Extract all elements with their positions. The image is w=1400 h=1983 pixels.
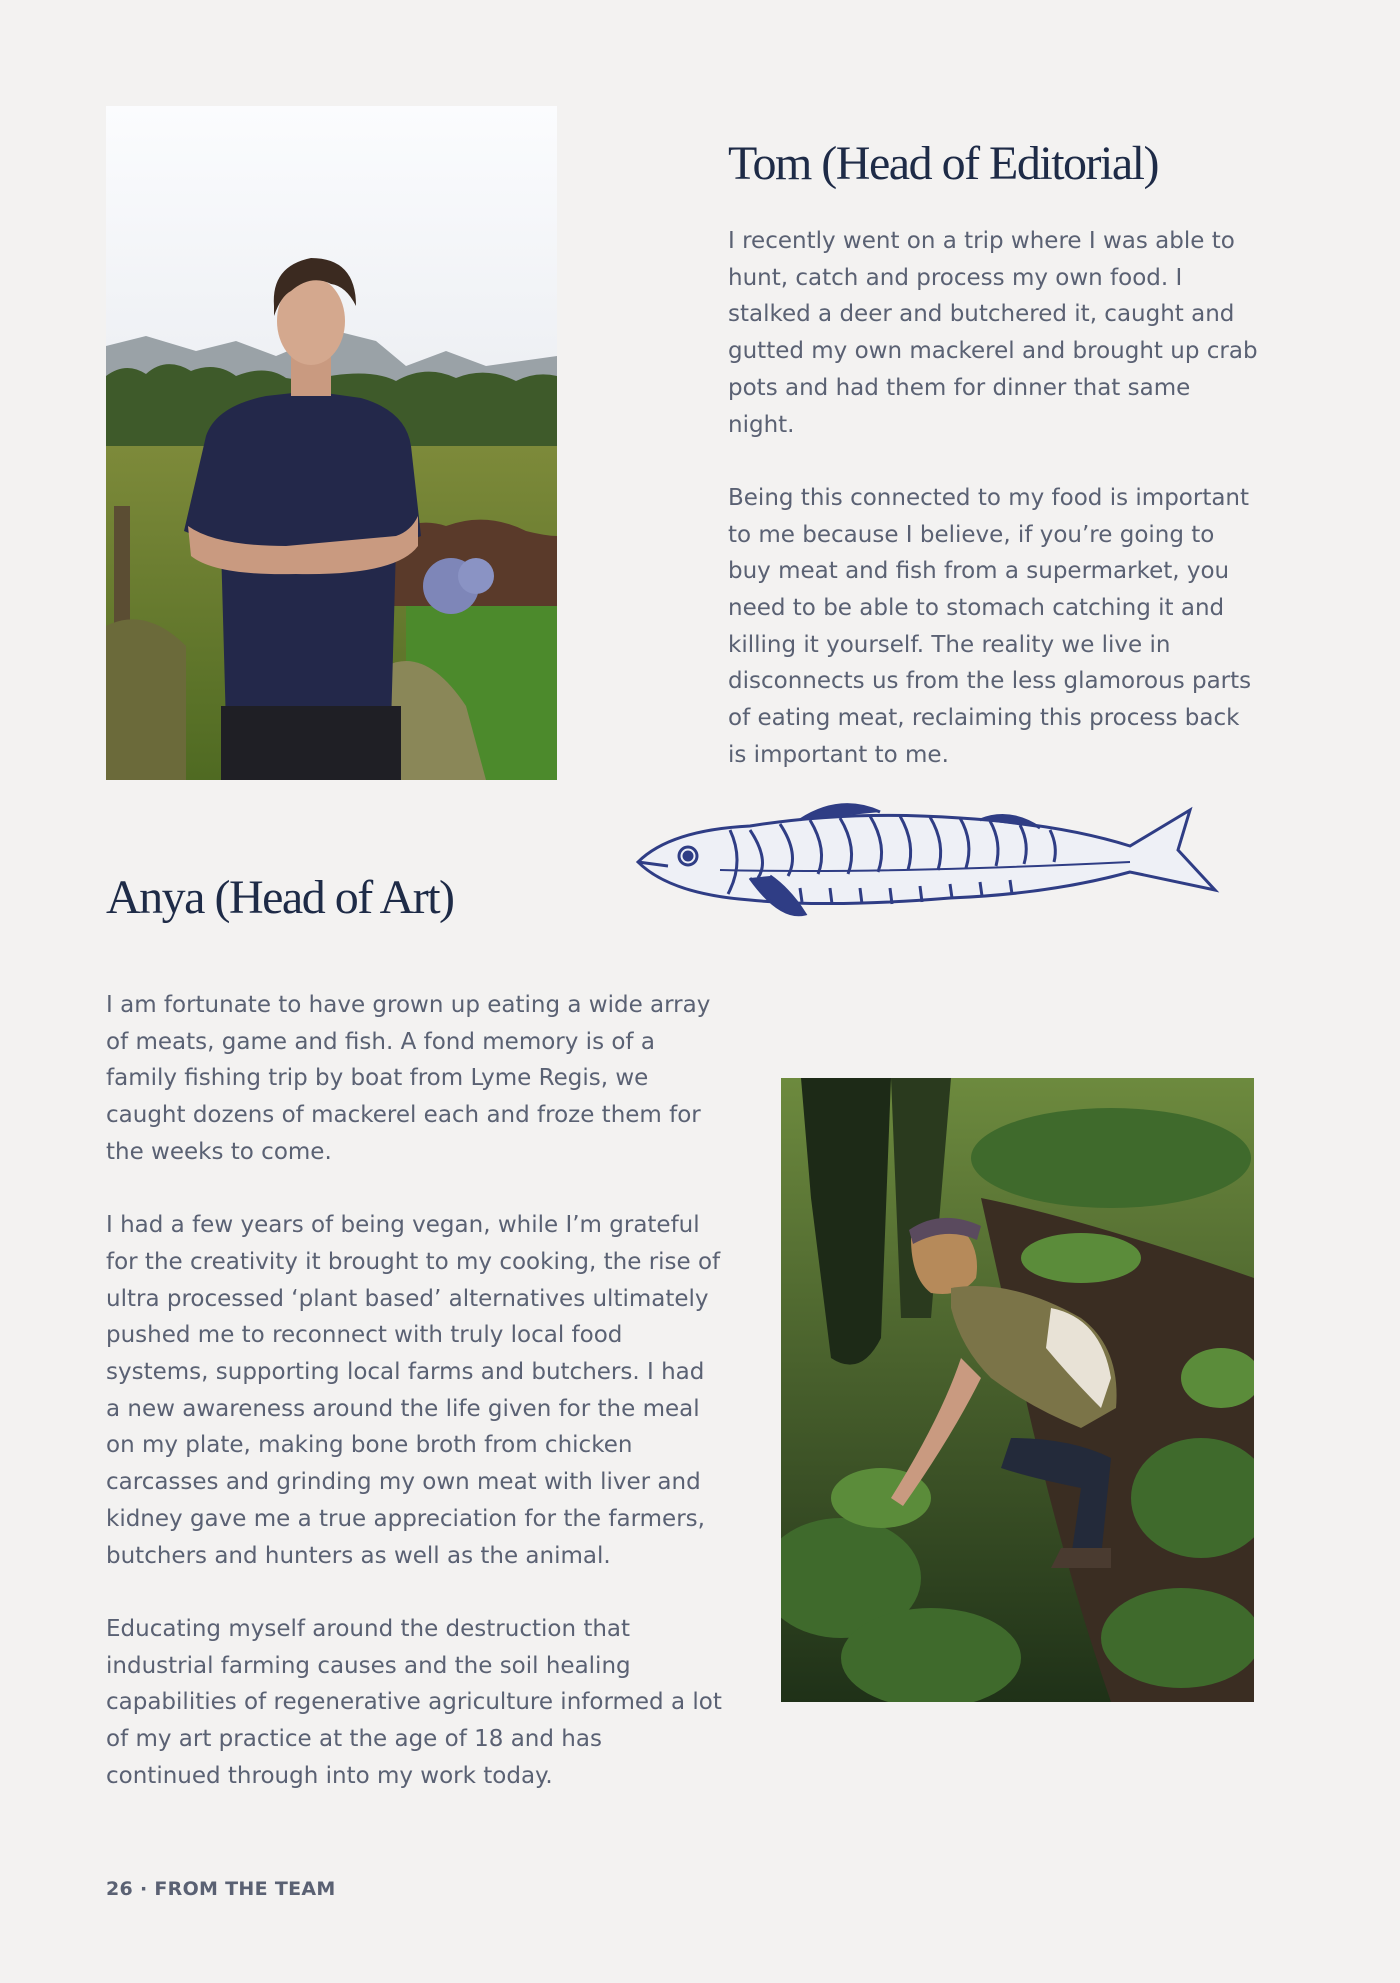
anya-paragraph: Educating myself around the destruction that industrial farming causes and the soil healing capabilities of regenerative agriculture informed a lot of my art practice at the age of 18 and has continued through into my work today. bbox=[106, 1615, 722, 1789]
anya-bio bbox=[106, 987, 722, 1794]
tom-heading: Tom (Head of Editorial) bbox=[728, 137, 1158, 190]
anya-photo bbox=[781, 1078, 1254, 1702]
tom-photo bbox=[106, 106, 557, 780]
mackerel-illustration bbox=[630, 790, 1220, 935]
anya-paragraph: I am fortunate to have grown up eating a wide array of meats, game and fish. A fond memory is of a family fishing trip by boat from Lyme Regis, we caught dozens of mackerel each and froze them for the weeks to come. bbox=[106, 992, 711, 1165]
anya-paragraph: I had a few years of being vegan, while I’m grateful for the creativity it brought to my cooking, the rise of ultra processed ‘plant based’ alternatives ultimately pushed me to reconnect with truly local food systems, supporting local farms and butchers. I had a new awareness around the life given for the meal on my plate, making bone broth from chicken carcasses and grinding my own meat with liver and kidney gave me a true appreciation for the farmers, butchers and hunters as well as the animal. bbox=[106, 1212, 721, 1569]
page-footer: 26 · FROM THE TEAM bbox=[106, 1878, 336, 1900]
tom-paragraph: Being this connected to my food is important to me because I believe, if you’re going to buy meat and fish from a supermarket, you need to be able to stomach catching it and killing it yourself. The reality we live in disconnects us from the less glamorous parts of eating meat, reclaiming this process back is important to me. bbox=[728, 484, 1252, 768]
anya-heading: Anya (Head of Art) bbox=[106, 871, 454, 924]
tom-paragraph: I recently went on a trip where I was able to hunt, catch and process my own food. I stalked a deer and butchered it, caught and gutted my own mackerel and brought up crab pots and had them for dinner that same night. bbox=[728, 228, 1258, 438]
tom-bio bbox=[728, 223, 1258, 774]
